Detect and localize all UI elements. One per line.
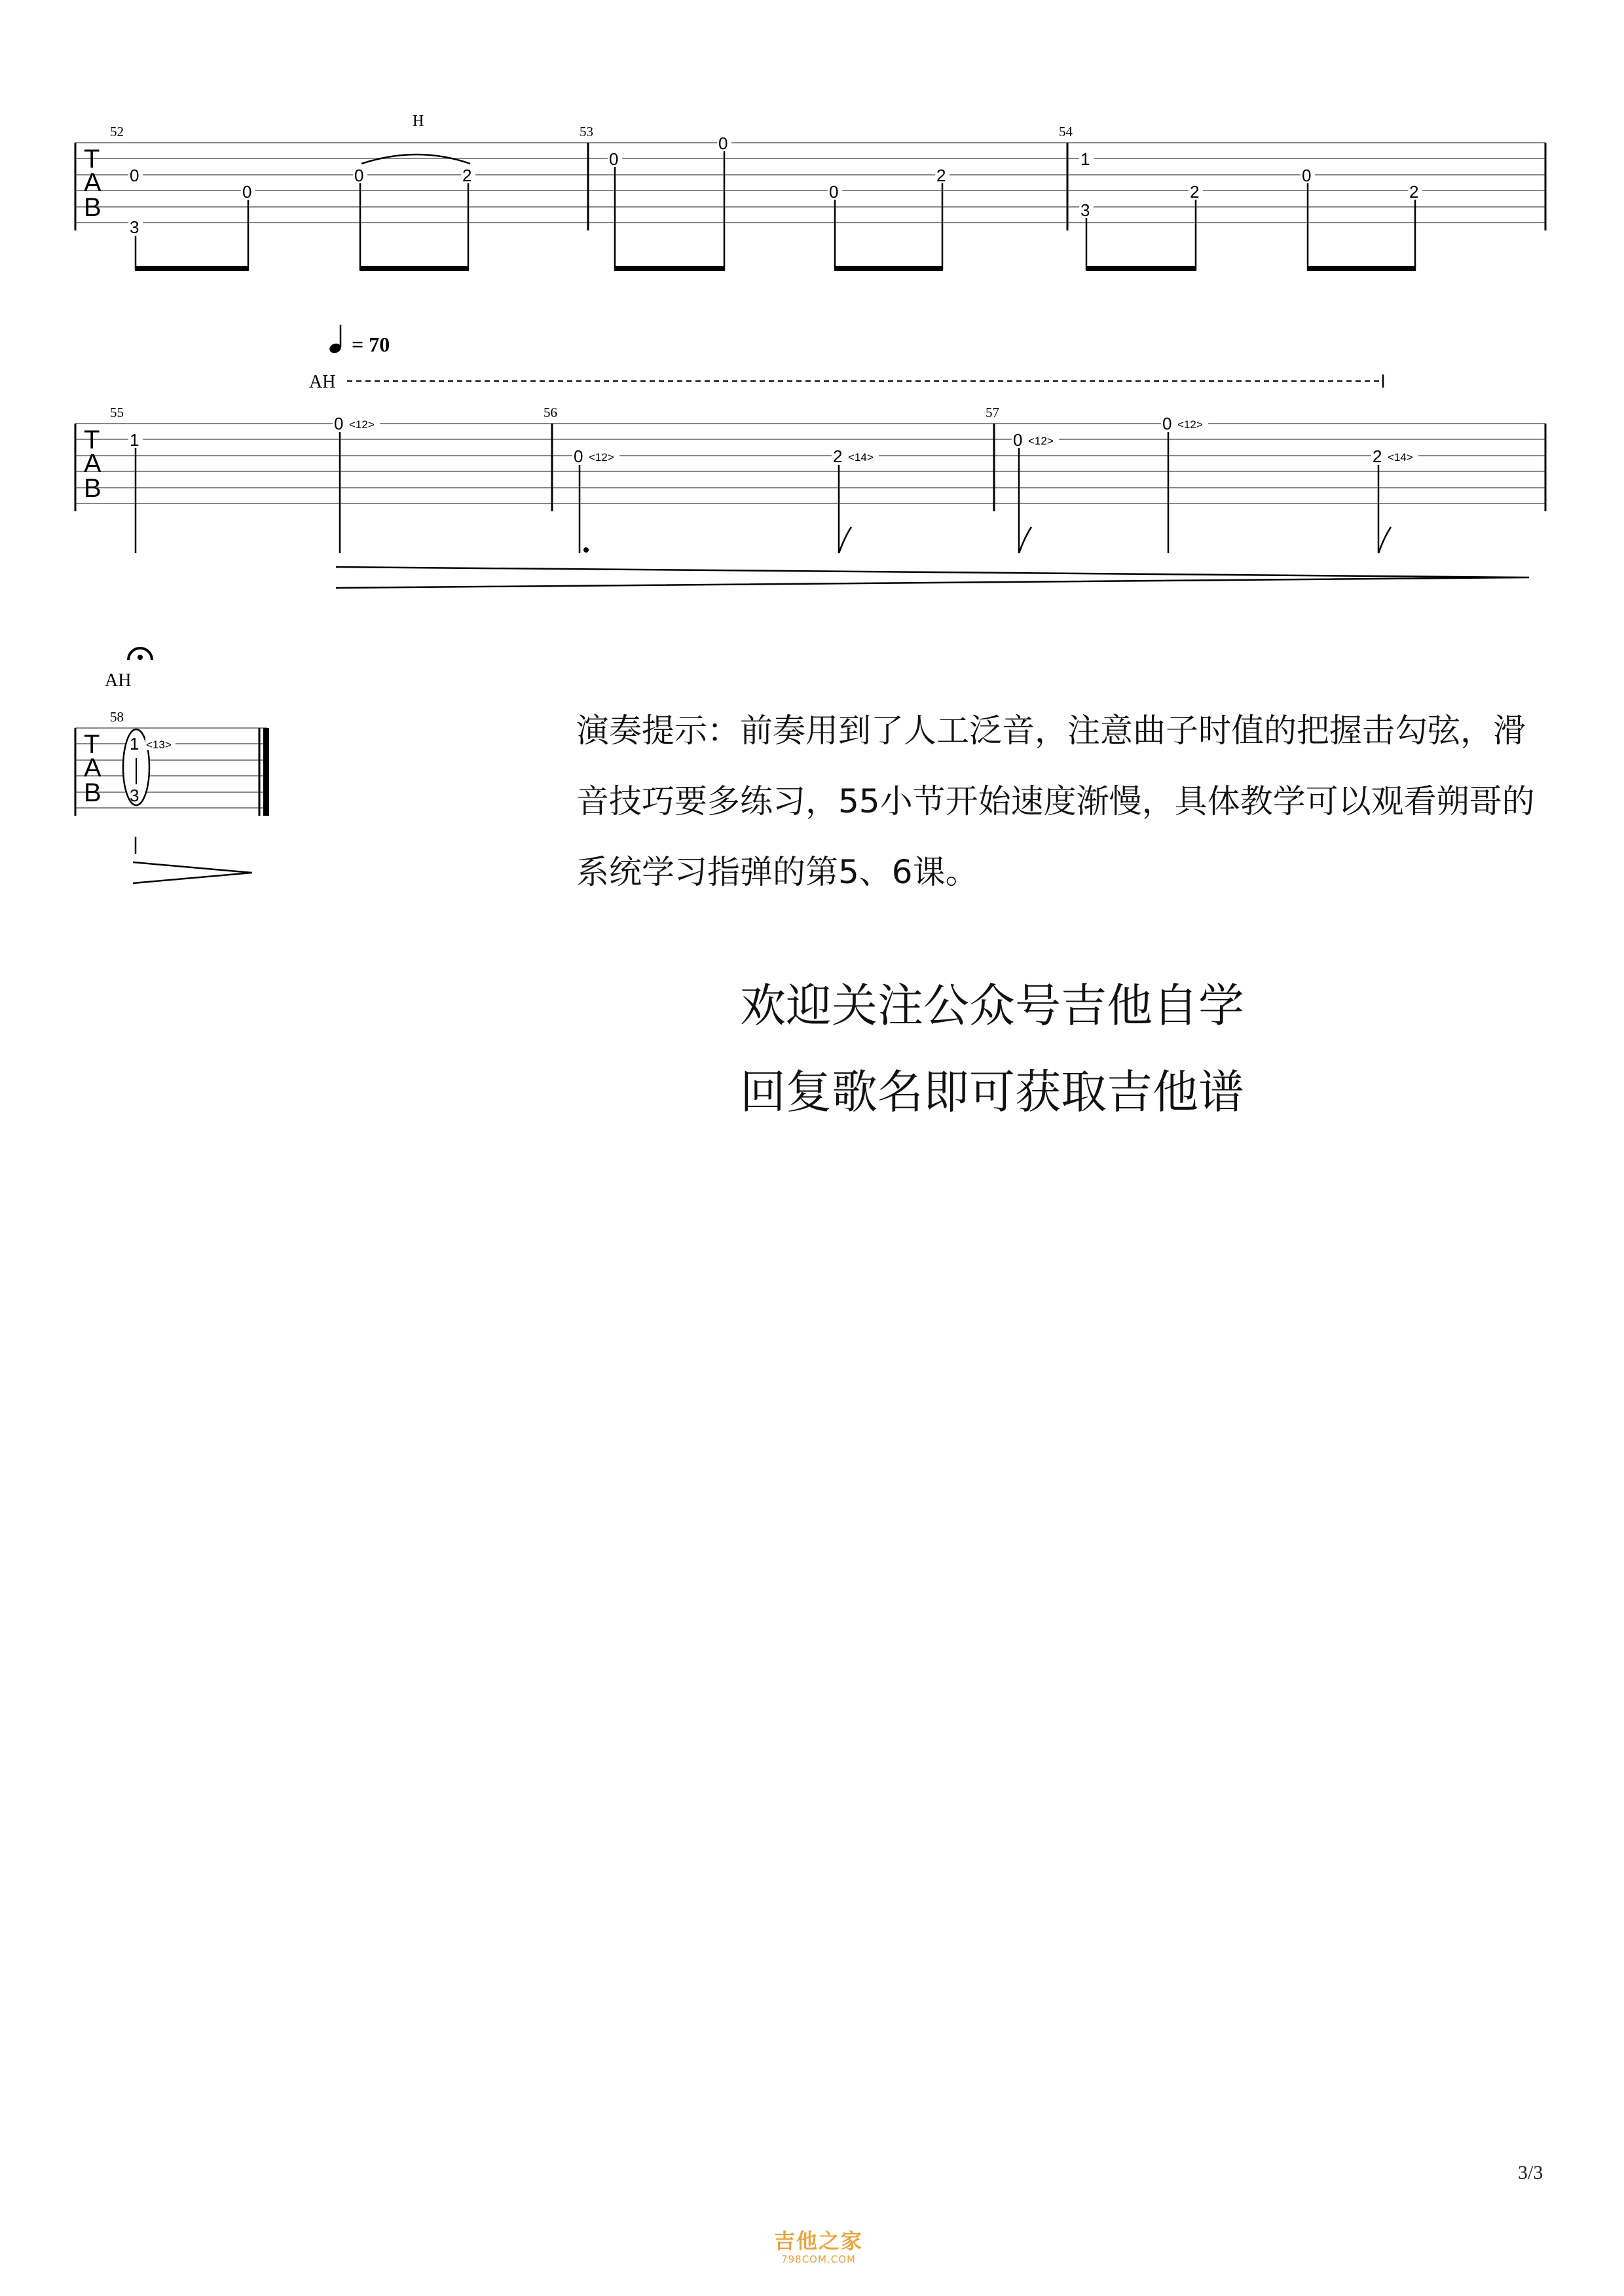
tab-clef-2: [84, 426, 101, 503]
fret-number: 0: [1013, 430, 1023, 450]
welcome-message: [740, 962, 1244, 1135]
fret-number: 0: [1162, 414, 1172, 433]
measure-number: 58: [110, 709, 124, 725]
fret-number: 0: [334, 414, 344, 433]
fret-number: 2: [1190, 182, 1200, 202]
svg-text:B: B: [84, 474, 101, 503]
dotted-note-dot: [583, 547, 589, 553]
harmonic-label: <12>: [1028, 435, 1054, 447]
svg-text:T: T: [84, 426, 100, 454]
svg-text:A: A: [84, 754, 101, 782]
fret-number: 3: [1080, 200, 1090, 220]
harmonic-label: <14>: [848, 451, 874, 464]
harmonic-label: <12>: [349, 418, 375, 431]
measure-number: 52: [110, 124, 124, 139]
rhythm-stems-1: [136, 151, 1415, 270]
measure-number: 55: [110, 405, 124, 420]
decrescendo-hairpin: [133, 862, 252, 883]
fret-number: 0: [242, 182, 252, 202]
watermark-logo: [769, 2225, 868, 2265]
fret-number: 2: [462, 166, 472, 185]
harmonic-label: <14>: [1388, 451, 1413, 464]
performance-tips: 演奏提示：前奏用到了人工泛音，注意曲子时值的把握击勾弦，滑音技巧要多练习，55小节开始速度渐慢，具体教学可以观看朔哥的系统学习指弹的第5、6课。: [576, 712, 1535, 891]
tab-system-1: [75, 143, 1545, 230]
fret-number: 1: [130, 430, 139, 450]
tab-clef-a: A: [84, 168, 101, 197]
fret-number: 1: [130, 734, 139, 754]
fret-number: 2: [936, 166, 946, 185]
fret-number: 0: [718, 134, 728, 153]
fret-number: 3: [130, 786, 139, 805]
measure-number: 56: [544, 405, 557, 420]
fret-number: 0: [609, 149, 619, 169]
tab-system-2: [75, 424, 1545, 511]
fermata-icon: [128, 648, 152, 660]
page-number: 3/3: [1518, 2162, 1543, 2183]
watermark-subtext: 798COM.COM: [781, 2253, 856, 2265]
watermark-text: 吉他之家: [773, 2229, 863, 2253]
harmonic-label: <12>: [589, 451, 614, 464]
measure-number: 54: [1059, 124, 1073, 139]
welcome-line-2: 回复歌名即可获取吉他谱: [740, 1065, 1244, 1119]
fret-number: 2: [1373, 446, 1382, 466]
artificial-harmonic-label: AH: [105, 670, 132, 691]
artificial-harmonic-label: AH: [309, 372, 336, 392]
tab-clef-b: B: [84, 193, 101, 222]
measure-number: 53: [580, 124, 593, 139]
fret-number: 0: [1302, 166, 1312, 185]
harmonic-label: <12>: [1177, 418, 1203, 431]
fret-number: 0: [130, 166, 139, 185]
fret-number: 1: [1080, 149, 1090, 169]
tab-clef-3: [84, 730, 101, 807]
fret-number: 2: [1409, 182, 1419, 202]
welcome-line-1: 欢迎关注公众号吉他自学: [740, 979, 1244, 1032]
svg-text:B: B: [84, 778, 101, 807]
hammer-on-label: H: [413, 113, 424, 130]
decrescendo-hairpin: [336, 567, 1529, 588]
tempo-marking: [328, 325, 390, 356]
measure-number: 57: [986, 405, 999, 420]
tab-clef-t: T: [84, 145, 100, 173]
svg-text:T: T: [84, 730, 100, 759]
fret-number: 0: [354, 166, 364, 185]
rhythm-stems-2: [136, 432, 1391, 553]
svg-text:A: A: [84, 449, 101, 478]
fret-number: 0: [829, 182, 839, 202]
harmonic-label: <13>: [146, 738, 172, 751]
svg-text:= 70: = 70: [352, 333, 390, 356]
fret-number: 2: [833, 446, 843, 466]
rhythm-beams-1: [135, 266, 1416, 271]
fret-number: 0: [574, 446, 583, 466]
fret-number: 3: [130, 217, 139, 237]
tab-clef-1: [84, 145, 101, 222]
